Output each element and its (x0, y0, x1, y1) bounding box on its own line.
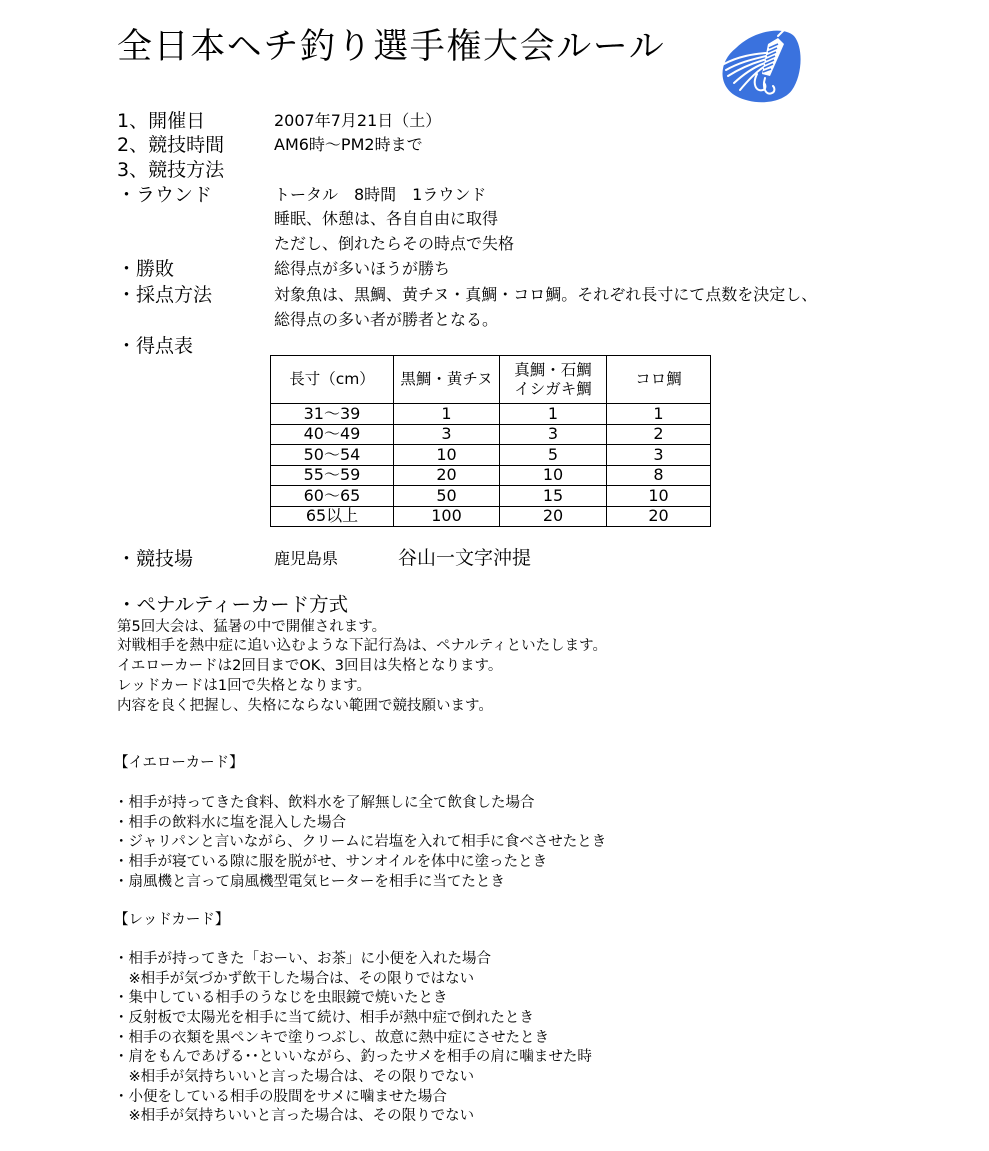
table-header-row (271, 356, 711, 404)
cell-score: 20 (500, 506, 607, 527)
venue-prefecture: 鹿児島県 (274, 549, 339, 568)
red-card-note: ※相手が気づかず飲干した場合は、その限りではない (114, 971, 475, 987)
round-line: 睡眠、休憩は、各自自由に取得 (274, 209, 499, 228)
cell-length: 31～39 (271, 404, 394, 425)
table-row (271, 465, 711, 486)
cell-score: 50 (394, 486, 500, 507)
penalty-heading: ・ペナルティーカード方式 (117, 593, 349, 616)
cell-score: 10 (500, 465, 607, 486)
scoring-line: 総得点の多い者が勝者となる。 (274, 310, 499, 329)
red-card-item: ・集中している相手のうなじを虫眼鏡で焼いたとき (114, 990, 448, 1006)
cell-score: 3 (607, 445, 711, 466)
header-korodai: コロ鯛 (607, 356, 711, 404)
cell-length: 60～65 (271, 486, 394, 507)
scoring-label: ・採点方法 (117, 284, 213, 306)
cell-length: 55～59 (271, 465, 394, 486)
cell-score: 2 (607, 424, 711, 445)
red-card-heading: 【レッドカード】 (114, 912, 230, 928)
date-value: 2007年7月21日（土） (274, 111, 442, 130)
header-madai-line1: 真鯛・石鯛 (514, 360, 592, 379)
header-length: 長寸（cm） (271, 356, 394, 404)
scoring-line: 対象魚は、黒鯛、黄チヌ・真鯛・コロ鯛。それぞれ長寸にて点数を決定し、 (274, 285, 818, 304)
cell-score: 15 (500, 486, 607, 507)
red-card-item: ・相手が持ってきた「おーい、お茶」に小便を入れた場合 (114, 951, 491, 967)
score-table (270, 355, 711, 527)
cell-length: 65以上 (271, 506, 394, 527)
date-label: 1、開催日 (117, 110, 206, 132)
red-card-item: ・小便をしている相手の股間をサメに噛ませた場合 (114, 1089, 447, 1105)
cell-score: 20 (607, 506, 711, 527)
yellow-card-item: ・相手の飲料水に塩を混入した場合 (114, 815, 346, 831)
red-card-item: ・相手の衣類を黒ペンキで塗りつぶし、故意に熱中症にさせたとき (114, 1030, 549, 1046)
table-row (271, 424, 711, 445)
penalty-intro-line: 内容を良く把握し、失格にならない範囲で競技願います。 (117, 698, 493, 714)
win-label: ・勝敗 (117, 258, 175, 280)
cell-score: 1 (394, 404, 500, 425)
venue-place: 谷山一文字沖提 (398, 547, 532, 569)
yellow-card-item: ・相手が寝ている隙に服を脱がせ、サンオイルを体中に塗ったとき (114, 854, 548, 870)
yellow-card-heading: 【イエローカード】 (114, 755, 244, 771)
header-madai (500, 356, 607, 404)
yellow-card-item: ・相手が持ってきた食料、飲料水を了解無しに全て飲食した場合 (114, 795, 535, 811)
page-title: 全日本ヘチ釣り選手権大会ルール (117, 27, 666, 67)
table-row (271, 404, 711, 425)
score-table-label: ・得点表 (117, 335, 194, 357)
method-label: 3、競技方法 (117, 159, 225, 181)
header-madai-line2: イシガキ鯛 (514, 379, 592, 398)
win-value: 総得点が多いほうが勝ち (274, 259, 451, 278)
time-value: AM6時～PM2時まで (274, 135, 423, 154)
table-row (271, 506, 711, 527)
red-card-item: ・肩をもんであげる･･といいながら、釣ったサメを相手の肩に噛ませた時 (114, 1049, 592, 1065)
cell-length: 50～54 (271, 445, 394, 466)
cell-score: 8 (607, 465, 711, 486)
table-row (271, 486, 711, 507)
cell-score: 1 (500, 404, 607, 425)
red-card-note: ※相手が気持ちいいと言った場合は、その限りでない (114, 1108, 475, 1124)
time-label: 2、競技時間 (117, 134, 225, 156)
cell-score: 100 (394, 506, 500, 527)
red-card-item: ・反射板で太陽光を相手に当て続け、相手が熱中症で倒れたとき (114, 1010, 534, 1026)
venue-label: ・競技場 (117, 548, 194, 570)
cell-score: 3 (394, 424, 500, 445)
cell-length: 40～49 (271, 424, 394, 445)
penalty-intro-line: レッドカードは1回で失格となります。 (117, 678, 371, 694)
penalty-intro-line: 第5回大会は、猛暑の中で開催されます。 (117, 619, 387, 635)
yellow-card-item: ・扇風機と言って扇風機型電気ヒーターを相手に当てたとき (114, 874, 505, 890)
round-line: トータル 8時間 1ラウンド (274, 185, 487, 204)
cell-score: 5 (500, 445, 607, 466)
penalty-intro-line: 対戦相手を熱中症に追い込むような下記行為は、ペナルティといたします。 (117, 638, 607, 654)
header-kurodai: 黒鯛・黄チヌ (394, 356, 500, 404)
round-line: ただし、倒れたらその時点で失格 (274, 234, 515, 253)
round-label: ・ラウンド (117, 184, 213, 206)
cell-score: 20 (394, 465, 500, 486)
table-row (271, 445, 711, 466)
cell-score: 10 (394, 445, 500, 466)
cell-score: 1 (607, 404, 711, 425)
fishing-lure-icon (714, 26, 804, 104)
cell-score: 10 (607, 486, 711, 507)
yellow-card-item: ・ジャリパンと言いながら、クリームに岩塩を入れて相手に食べさせたとき (114, 834, 607, 850)
penalty-intro-line: イエローカードは2回目までOK、3回目は失格となります。 (117, 658, 503, 674)
red-card-note: ※相手が気持ちいいと言った場合は、その限りでない (114, 1069, 475, 1085)
cell-score: 3 (500, 424, 607, 445)
